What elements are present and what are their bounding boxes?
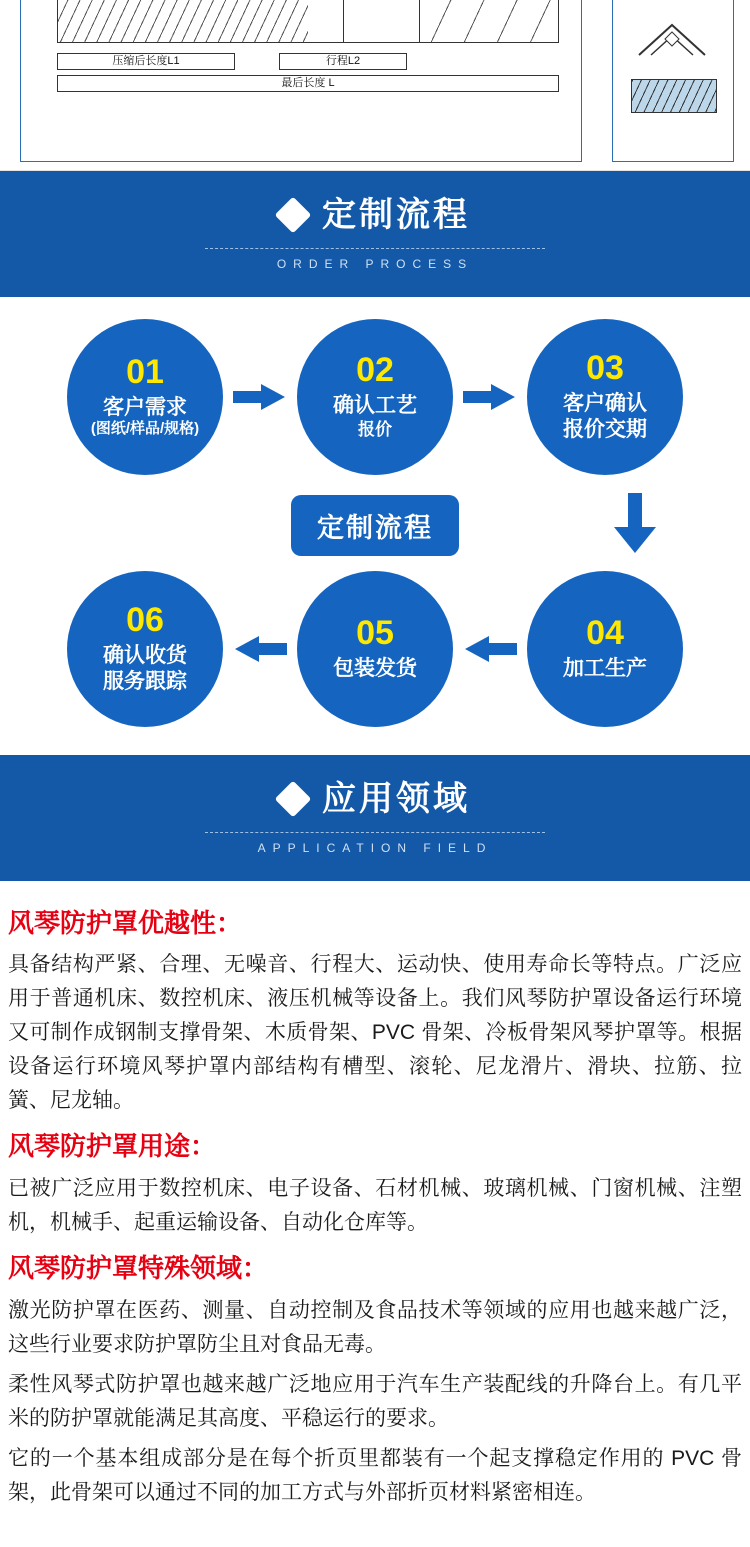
flow-step-02-number: 02 <box>356 351 394 390</box>
flow-step-03-line2: 报价交期 <box>563 417 647 441</box>
drawing-detail-box <box>612 0 734 162</box>
flow-step-01-number: 01 <box>126 352 164 391</box>
flow-step-06-number: 06 <box>126 601 164 640</box>
chevron-detail-icon <box>635 19 709 59</box>
bellows-folds-left <box>58 0 308 42</box>
banner-title-process: 定制流程 <box>322 196 470 234</box>
bellows-profile <box>57 0 559 43</box>
section-banner-application <box>0 755 750 881</box>
flow-step-01-line1: 客户需求 <box>103 395 187 419</box>
flow-step-02-line2: 报价 <box>358 419 392 439</box>
flow-step-04-line1: 加工生产 <box>563 656 647 680</box>
flow-step-06-line2: 服务跟踪 <box>103 669 187 693</box>
banner-subtitle-process: ORDER PROCESS <box>276 256 474 271</box>
flow-row-bottom <box>0 571 750 727</box>
banner-title-application: 应用领域 <box>322 779 470 818</box>
flow-step-04-number: 04 <box>586 613 624 652</box>
banner-divider <box>205 832 545 833</box>
flow-step-05[interactable] <box>297 571 453 727</box>
heading-special-fields: 风琴防护罩特殊领域： <box>8 1253 269 1284</box>
flow-step-01[interactable] <box>67 319 223 475</box>
technical-drawing-section <box>0 0 750 171</box>
flow-step-04[interactable] <box>527 571 683 727</box>
banner-divider <box>205 248 545 249</box>
caption-total-length: 最后长度 L <box>57 75 559 92</box>
flow-step-03[interactable] <box>527 319 683 475</box>
flow-row-top <box>0 319 750 475</box>
flow-step-02[interactable] <box>297 319 453 475</box>
banner-title-row <box>0 195 750 236</box>
paragraph-special-1: 激光防护罩在医药、测量、自动控制及食品技术等领域的应用也越来越广泛，这些行业要求防护罩防尘且对食品无毒。 <box>8 1299 742 1357</box>
banner-subtitle-application: APPLICATION FIELD <box>257 840 493 855</box>
banner-title-row-application <box>0 779 750 820</box>
diamond-icon <box>275 197 312 234</box>
flow-middle-row <box>0 491 750 561</box>
application-content <box>0 881 750 1535</box>
paragraph-usage-1: 已被广泛应用于数控机床、电子设备、石材机械、玻璃机械、门窗机械、注塑机，机械手、起重运输设备、自动化仓库等。 <box>8 1177 742 1235</box>
flow-step-01-line2: (图纸/样品/规格) <box>90 420 200 438</box>
heading-advantages: 风琴防护罩优越性： <box>8 907 243 938</box>
flow-arrow-left-1 <box>233 636 287 662</box>
bellows-folds-right <box>420 0 558 42</box>
caption-compressed-length: 压缩后长度L1 <box>57 53 235 70</box>
flow-step-05-line1: 包装发货 <box>333 656 417 680</box>
content-block-advantages <box>8 907 742 1119</box>
drawing-frame <box>20 0 582 162</box>
content-block-special-fields <box>8 1252 742 1510</box>
chevron-detail-svg <box>635 19 709 59</box>
flow-center-badge: 定制流程 <box>291 495 459 556</box>
paragraph-special-2: 柔性风琴式防护罩也越来越广泛地应用于汽车生产装配线的升降台上。有几平米的防护罩就能满足其高度、平稳运行的要求。 <box>8 1373 742 1431</box>
caption-row-1 <box>57 53 557 69</box>
bellows-plain-middle <box>343 0 420 42</box>
flow-step-06-line1: 确认收货 <box>103 644 187 668</box>
caption-stroke: 行程L2 <box>279 53 407 70</box>
content-block-usage <box>8 1130 742 1240</box>
flow-arrow-right-1 <box>233 384 287 410</box>
paragraph-special-3: 它的一个基本组成部分是在每个折页里都装有一个起支撑稳定作用的 PVC 骨架，此骨架可以通过不同的加工方式与外部折页材料紧密相连。 <box>8 1447 742 1505</box>
heading-usage: 风琴防护罩用途： <box>8 1131 217 1162</box>
flow-arrow-right-2 <box>463 384 517 410</box>
flow-step-03-number: 03 <box>586 349 624 388</box>
flow-step-06[interactable] <box>67 571 223 727</box>
diamond-icon <box>275 781 312 818</box>
section-banner-process <box>0 171 750 297</box>
process-flow-chart <box>0 297 750 755</box>
paragraph-advantages-1: 具备结构严紧、合理、无噪音、行程大、运动快、使用寿命长等特点。广泛应用于普通机床、数控机床、液压机械等设备上。我们风琴防护罩设备运行环境又可制作成钢制支撑骨架、木质骨架、PVC 骨架、冷板骨架风琴护罩等。根据设备运行环境风琴护罩内部结构有槽型、滚轮、尼龙滑片、滑块、拉筋、拉簧、尼龙轴。 <box>8 953 742 1113</box>
material-swatch-folds <box>632 80 716 112</box>
flow-step-03-line1: 客户确认 <box>563 392 647 416</box>
flow-step-05-number: 05 <box>356 613 394 652</box>
flow-step-02-line1: 确认工艺 <box>333 394 417 418</box>
flow-arrow-down <box>614 493 654 557</box>
flow-arrow-left-2 <box>463 636 517 662</box>
caption-row-2 <box>57 75 557 91</box>
material-swatch <box>631 79 717 113</box>
